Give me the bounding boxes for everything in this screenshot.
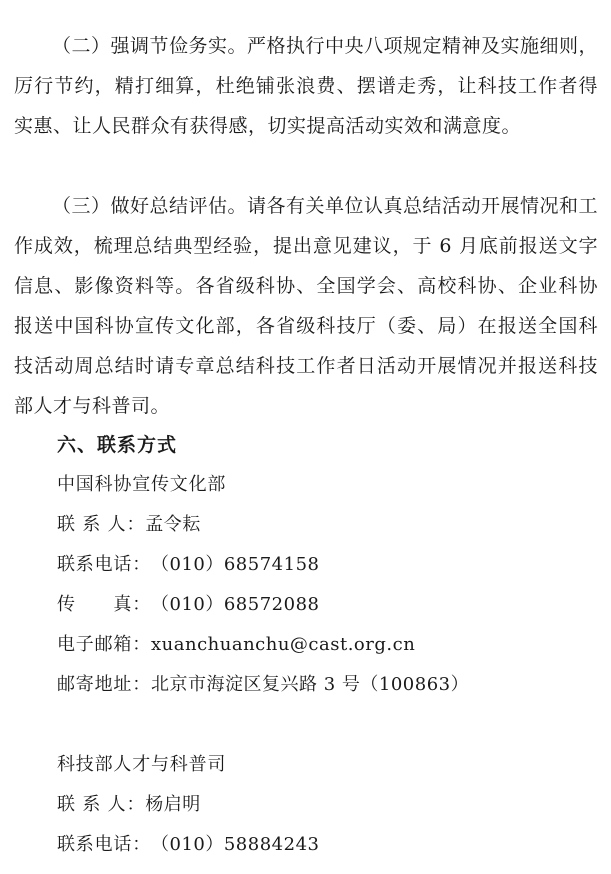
contact-phone-value: （010）58884243 <box>151 834 320 855</box>
contact-person-label: 联 系 人： <box>57 514 146 535</box>
contact-person-name: 孟令耘 <box>145 514 201 535</box>
contact-fax-row <box>57 585 319 625</box>
section-heading-contact: 六、联系方式 <box>57 434 178 456</box>
contact-phone-label: 联系电话： <box>57 834 151 855</box>
contact-fax-value: （010）68572088 <box>151 594 320 615</box>
contact-person-row <box>57 785 201 825</box>
contact-email-value: xuanchuanchu@cast.org.cn <box>151 634 416 655</box>
contact-org-most: 科技部人才与科普司 <box>57 754 227 775</box>
paragraph-frugality: （二）强调节俭务实。严格执行中央八项规定精神及实施细则，厉行节约，精打细算，杜绝铺张浪费、摆谱走秀，让科技工作者得实惠、让人民群众有获得感，切实提高活动实效和满意度。 <box>14 35 599 137</box>
contact-phone-label: 联系电话： <box>57 554 151 575</box>
contact-address-label: 邮寄地址： <box>57 674 151 695</box>
contact-fax-label: 传 真： <box>57 594 151 615</box>
contact-phone-row <box>57 545 319 585</box>
contact-address-row <box>57 665 469 705</box>
contact-email-row <box>57 625 415 665</box>
contact-address-value: 北京市海淀区复兴路 3 号（100863） <box>151 674 470 695</box>
contact-email-label: 电子邮箱： <box>57 634 151 655</box>
contact-org-cast: 中国科协宣传文化部 <box>57 474 227 495</box>
paragraph-evaluation: （三）做好总结评估。请各有关单位认真总结活动开展情况和工作成效，梳理总结典型经验，提出意见建议，于 6 月底前报送文字信息、影像资料等。各省级科协、全国学会、高校科协、企业科协报送中国科协宣传文化部，各省级科技厅（委、局）在报送全国科技活动周总结时请专章总结科技工作者日活动开展情况并报送科技部人才与科普司。 <box>14 195 599 417</box>
contact-person-label: 联 系 人： <box>57 794 146 815</box>
contact-person-row <box>57 505 201 545</box>
contact-person-name: 杨启明 <box>145 794 201 815</box>
contact-phone-row <box>57 825 319 865</box>
contact-phone-value: （010）68574158 <box>151 554 320 575</box>
